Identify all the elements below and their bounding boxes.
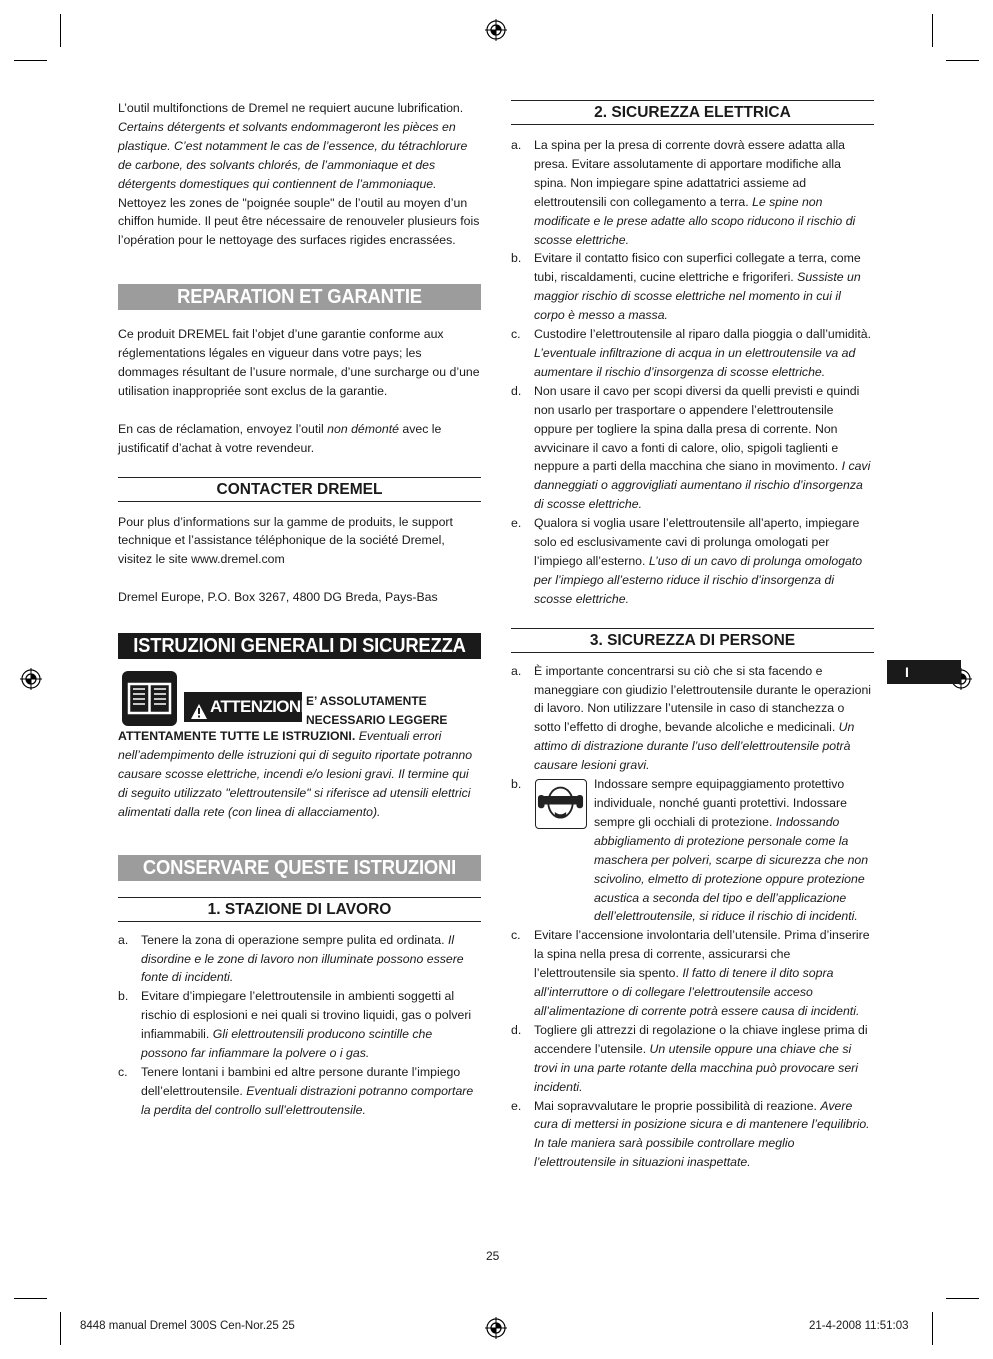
- crop-mark: [60, 14, 61, 47]
- section-banner-reparation: [118, 284, 481, 310]
- section-banner-istruzioni: [118, 633, 481, 659]
- warning-paragraph: [118, 727, 481, 822]
- item-note: Gli elettroutensili producono scintille che possono far infiammare la polvere o i gas.: [141, 1027, 433, 1061]
- section-banner-conservare: [118, 855, 481, 881]
- crop-mark: [946, 1298, 979, 1299]
- item-label: b.: [511, 777, 522, 792]
- list-item: [511, 136, 874, 249]
- item-note: Avere cura di mettersi in posizione sicura e di mantenere l’equilibrio. In tale maniera sarà possibile controllare meglio l’elettroutensile in situazioni inaspettate.: [534, 1098, 870, 1170]
- attenzione-badge: [184, 692, 312, 722]
- contact-paragraph: Pour plus d’informations sur la gamme de produits, le support technique et l’assistance téléphonique de la société Dremel, visitez le site www.dremel.com: [118, 514, 453, 567]
- cleaning-warning: Certains détergents et solvants endommageront les pièces en plastique. C’est notamment le cas de l’essence, du tétrachlorure de carbone, des solvants chlorés, de l’ammoniaque et des détergents domestiques qui contiennent de l’ammoniaque.: [118, 119, 468, 191]
- item-text: Custodire l’elettroutensile al riparo dalla pioggia o dall’umidità.: [534, 327, 871, 342]
- warranty-paragraph: Ce produit DREMEL fait l’objet d’une garantie conforme aux réglementations légales en vigueur dans votre pays; les dommages résultant de l’usure normale, d’une surcharge ou d’une utilisation inappropriée sont exclus de la garantie.: [118, 327, 480, 398]
- item-label: c.: [511, 928, 521, 943]
- subsection-title-persone: 3. SICUREZZA DI PERSONE: [511, 628, 874, 653]
- item-text: Togliere gli attrezzi di regolazione o la chiave inglese prima di accendere l’utensile.: [534, 1022, 868, 1056]
- item-label: c.: [118, 1064, 128, 1079]
- left-column: [118, 99, 481, 1120]
- claim-emphasis: non démonté: [327, 421, 399, 436]
- list-item: [511, 514, 874, 609]
- safety-goggles-icon: [535, 779, 587, 829]
- item-note: Il fatto di tenere il dito sopra all’interruttore o di collegare l’elettroutensile acceso all’alimentazione di corrente potrà essere causa di incidenti.: [534, 966, 860, 1018]
- subsection-title-contact: CONTACTER DREMEL: [118, 477, 481, 502]
- item-label: a.: [118, 932, 129, 947]
- list-item: [511, 1097, 874, 1173]
- crop-mark: [60, 1312, 61, 1345]
- item-note: Un attimo di distrazione durante l’uso dell’elettroutensile potrà causare lesioni gravi.: [534, 720, 855, 773]
- item-label: e.: [511, 516, 522, 531]
- warning-text: Eventuali errori nell’adempimento delle istruzioni qui di seguito riportate potranno causare scosse elettriche, incendi e/o lesioni gravi. Il termine qui di seguito utilizzato "elettroutensile" si riferisce ad utensili elettrici alimentati dalla rete (con linea di allacciamento).: [118, 729, 473, 819]
- list-item: [511, 1021, 874, 1097]
- item-note: Il disordine e le zone di lavoro non illuminate possono essere fonte di incidenti.: [141, 932, 464, 985]
- attenzione-label: ATTENZIONE: [210, 697, 312, 717]
- print-footer-date: 21-4-2008 11:51:03: [809, 1320, 909, 1332]
- section-title: ISTRUZIONI GENERALI DI SICUREZZA: [133, 635, 466, 658]
- elettrica-list: [511, 136, 874, 609]
- item-note: L’eventuale infiltrazione di acqua in un elettroutensile va ad aumentare il rischio d’insorgenza di scosse elettriche.: [534, 345, 856, 379]
- item-note: Indossando abbigliamento di protezione personale come la maschera per polveri, scarpe di sicurezza che non scivolino, elmetto di protezione oppure protezione acustica a seconda del tipo e dell’applicazione dell’elettroutensile, si riduce il rischio di incidenti.: [594, 814, 869, 924]
- cleaning-text: L’outil multifonctions de Dremel ne requiert aucune lubrification.: [118, 101, 464, 115]
- item-text: Tenere la zona di operazione sempre pulita ed ordinata.: [141, 932, 448, 947]
- list-item: [118, 987, 481, 1063]
- item-text: Evitare il contatto fisico con superfici collegate a terra, come tubi, riscaldamenti, cucine elettriche e frigoriferi.: [534, 251, 861, 285]
- item-note: Un utensile oppure una chiave che si trovi in una parte rotante della macchina può provocare seri incidenti.: [534, 1041, 859, 1094]
- registration-mark-icon: [20, 668, 42, 690]
- list-item: [511, 325, 874, 382]
- list-item: [118, 1063, 481, 1120]
- item-label: a.: [511, 138, 522, 152]
- item-text: Indossare sempre equipaggiamento protettivo individuale, nonché guanti protettivi. Indossare sempre gli occhiali di protezione.: [594, 777, 847, 829]
- warning-block: [118, 671, 481, 729]
- section-title: REPARATION ET GARANTIE: [133, 284, 467, 310]
- right-column: [511, 100, 874, 1172]
- item-text: Non usare il cavo per scopi diversi da quelli previsti e quindi non usarlo per trasportare o appendere l’elettroutensile oppure per togliere la spina dalla presa di corrente. Non avvicinare il cavo a fonti di calore, olio, spigoli taglienti e neppure a parti della macchina che siano in movimento.: [534, 383, 860, 474]
- warning-triangle-icon: [191, 699, 207, 729]
- item-text: Tenere lontani i bambini ed altre persone durante l’impiego dell’elettroutensile.: [141, 1064, 461, 1098]
- section-title: CONSERVARE QUESTE ISTRUZIONI: [133, 855, 467, 881]
- item-text: Evitare d’impiegare l’elettroutensile in ambienti soggetti al rischio di esplosioni e nei quali si trovino liquidi, gas o polveri infiammabili.: [141, 989, 472, 1042]
- warning-line: ATTENTAMENTE TUTTE LE ISTRUZIONI.: [118, 729, 356, 744]
- item-text: È importante concentrarsi su ciò che si sta facendo e maneggiare con giudizio l’elettroutensile durante le operazioni di lavoro. Non utilizzare l’utensile in caso di stanchezza o sotto l’effetto di droghe, bevande alcoliche e medicinali.: [534, 663, 872, 735]
- item-text: Qualora si voglia usare l’elettroutensile all’aperto, impiegare solo ed esclusivamente cavi di prolunga omologati per l’impiego all’esterno.: [534, 516, 860, 568]
- warning-line: E’ ASSOLUTAMENTE: [306, 694, 427, 709]
- item-note: Sussiste un maggior rischio di scosse elettriche nel momento in cui il corpo è messo a massa.: [534, 270, 861, 323]
- language-tab: I: [887, 660, 961, 684]
- item-note: Le spine non modificate e le prese adatte allo scopo riducono il rischio di scosse elettriche.: [534, 194, 856, 247]
- item-label: e.: [511, 1098, 522, 1113]
- item-label: d.: [511, 1022, 522, 1037]
- print-footer-file: 8448 manual Dremel 300S Cen-Nor.25 25: [80, 1320, 295, 1332]
- list-item: [511, 775, 874, 926]
- contact-address: Dremel Europe, P.O. Box 3267, 4800 DG Breda, Pays-Bas: [118, 590, 438, 605]
- crop-mark: [932, 1312, 933, 1345]
- claim-paragraph: [118, 420, 481, 458]
- list-item: [511, 926, 874, 1021]
- cleaning-paragraph: [118, 99, 481, 250]
- list-item: [118, 931, 481, 988]
- item-note: I cavi danneggiati o aggrovigliati aumentano il rischio d’insorgenza di scosse elettriche.: [534, 459, 871, 512]
- page-number: 25: [486, 1249, 500, 1263]
- claim-text: avec le justificatif d’achat à votre revendeur.: [118, 421, 442, 455]
- persone-list: [511, 662, 874, 1172]
- list-item: [511, 382, 874, 514]
- item-label: b.: [118, 989, 129, 1004]
- crop-mark: [14, 60, 47, 61]
- item-note: L’uso di un cavo di prolunga omologato per l’impiego all’esterno riduce il rischio d’insorgenza di scosse elettriche.: [534, 553, 863, 606]
- item-text: La spina per la presa di corrente dovrà essere adatta alla presa. Evitare assolutamente di apportare modifiche alla spina. Non impiegare spine adattatrici assieme ad elettroutensili con collegamento a terra.: [534, 138, 846, 209]
- list-item: [511, 662, 874, 775]
- item-label: c.: [511, 327, 521, 342]
- book-icon: [122, 671, 177, 726]
- stazione-list: [118, 931, 481, 1120]
- registration-mark-icon: [485, 1317, 507, 1339]
- list-item: [511, 249, 874, 325]
- crop-mark: [14, 1298, 47, 1299]
- subsection-title-stazione: 1. STAZIONE DI LAVORO: [118, 897, 481, 922]
- warning-line: NECESSARIO LEGGERE: [306, 712, 448, 727]
- item-label: a.: [511, 663, 522, 678]
- registration-mark-icon: [485, 19, 507, 41]
- item-label: d.: [511, 383, 522, 398]
- claim-text: En cas de réclamation, envoyez l’outil: [118, 421, 328, 436]
- crop-mark: [946, 60, 979, 61]
- cleaning-text: Nettoyez les zones de "poignée souple" de l’outil au moyen d’un chiffon humide. Il peut être nécessaire de renouveler plusieurs fois l’opération pour le nettoyage des surfaces rigides encrassées.: [118, 195, 480, 248]
- item-label: b.: [511, 251, 522, 266]
- crop-mark: [932, 14, 933, 47]
- subsection-title-elettrica: 2. SICUREZZA ELETTRICA: [511, 100, 874, 125]
- warning-heading: [306, 692, 447, 729]
- item-note: Eventuali distrazioni potranno comportare la perdita del controllo sull’elettroutensile.: [141, 1083, 474, 1117]
- item-text: Evitare l’accensione involontaria dell’utensile. Prima d’inserire la spina nella presa di corrente, assicurarsi che l’elettroutensile sia spento.: [534, 928, 870, 981]
- item-text: Mai sopravvalutare le proprie possibilità di reazione.: [534, 1098, 821, 1113]
